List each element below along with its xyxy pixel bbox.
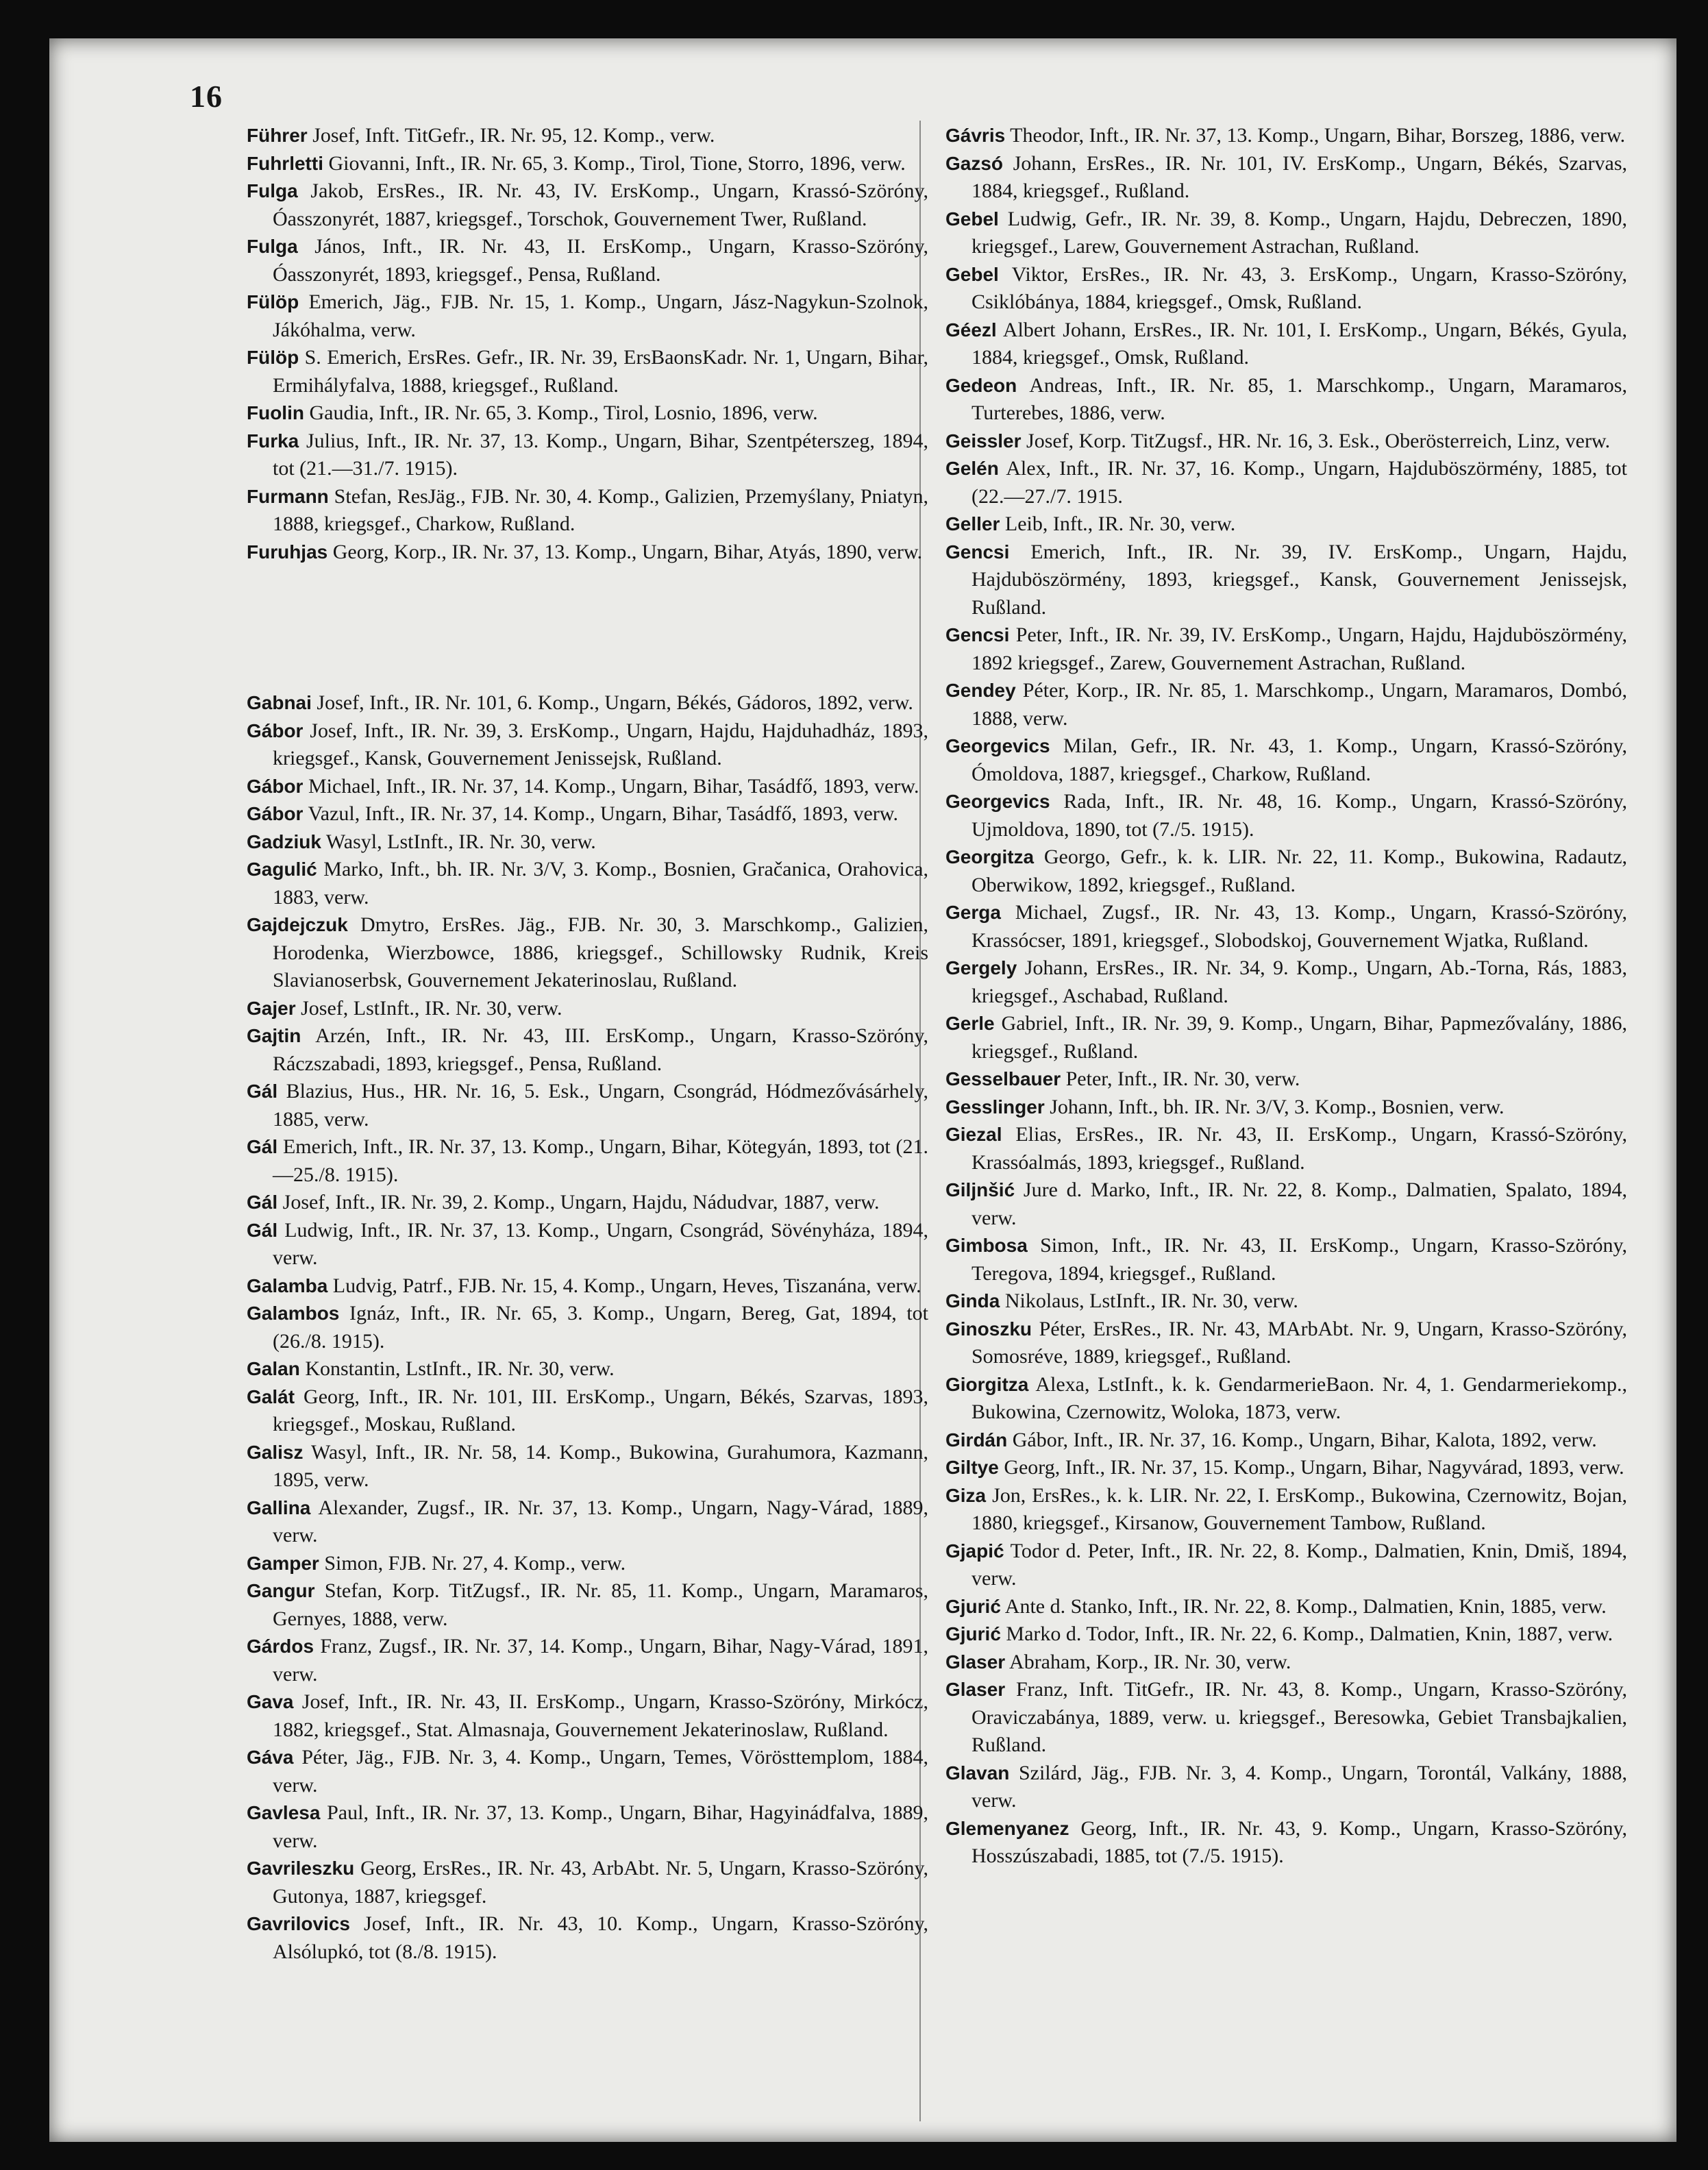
entry-details: Stefan, Korp. TitZugsf., IR. Nr. 85, 11. Komp., Ungarn, Maramaros, Gernyes, 1888, verw. (273, 1579, 928, 1630)
entry-surname: Gangur (247, 1580, 315, 1601)
entry-surname: Gelén (945, 458, 999, 479)
entry-details: Georg, Inft., IR. Nr. 43, 9. Komp., Ungarn, Krasso-Szöróny, Hosszúszabadi, 1885, tot (7./5. 1915). (971, 1816, 1628, 1867)
list-entry (247, 689, 928, 717)
list-entry (247, 1688, 928, 1744)
entry-details: Elias, ErsRes., IR. Nr. 43, II. ErsKomp., Ungarn, Krassó-Szöróny, Krassóalmás, 1893, kriegsgef., Rußland. (971, 1123, 1627, 1174)
entry-details: Georg, Korp., IR. Nr. 37, 13. Komp., Ungarn, Bihar, Atyás, 1890, verw. (332, 540, 923, 563)
entry-surname: Giorgitza (945, 1373, 1029, 1395)
entry-surname: Furuhjas (247, 541, 328, 563)
entry-surname: Gjurić (945, 1595, 1001, 1617)
list-entry (247, 1910, 928, 1966)
entry-details: Josef, Korp. TitZugsf., HR. Nr. 16, 3. Esk., Oberösterreich, Linz, verw. (1026, 429, 1611, 452)
entry-details: Gaudia, Inft., IR. Nr. 65, 3. Komp., Tirol, Losnio, 1896, verw. (309, 402, 818, 424)
list-entry (247, 1189, 928, 1217)
entry-surname: Gál (247, 1081, 278, 1102)
list-entry (247, 399, 928, 428)
entry-surname: Gesslinger (945, 1096, 1045, 1118)
entry-details: Blazius, Hus., HR. Nr. 16, 5. Esk., Ungarn, Csongrád, Hódmezővásárhely, 1885, verw. (273, 1080, 929, 1131)
list-entry (247, 1577, 928, 1633)
entry-surname: Galamba (247, 1274, 328, 1296)
entry-details: Arzén, Inft., IR. Nr. 43, III. ErsKomp., Ungarn, Krasso-Szöróny, Ráczszabadi, 1893, kriegsgef., Pensa, Rußland. (273, 1024, 928, 1075)
entry-surname: Furmann (247, 485, 329, 507)
list-entry (945, 150, 1627, 206)
list-entry (247, 177, 928, 233)
entry-details: Emerich, Inft., IR. Nr. 37, 13. Komp., Ungarn, Bihar, Kötegyán, 1893, tot (21.—25./8. 1915). (273, 1135, 928, 1186)
entry-surname: Georgevics (945, 791, 1050, 812)
entry-details: Ignáz, Inft., IR. Nr. 65, 3. Komp., Ungarn, Bereg, Gat, 1894, tot (26./8. 1915). (273, 1302, 929, 1353)
entry-details: Emerich, Jäg., FJB. Nr. 15, 1. Komp., Ungarn, Jász-Nagykun-Szolnok, Jákóhalma, verw. (273, 291, 928, 341)
entry-surname: Gávris (945, 125, 1006, 146)
entry-surname: Gjapić (945, 1540, 1004, 1562)
list-entry (945, 1815, 1627, 1871)
list-entry (945, 621, 1627, 677)
document-page (49, 38, 1676, 2142)
entry-surname: Gajtin (247, 1025, 301, 1046)
left-column-entries-g (247, 689, 928, 1966)
list-entry (247, 1799, 928, 1855)
entry-surname: Glaser (945, 1651, 1006, 1673)
entry-details: Josef, Inft., IR. Nr. 39, 2. Komp., Ungarn, Hajdu, Nádudvar, 1887, verw. (282, 1191, 880, 1213)
list-entry (247, 150, 928, 178)
list-entry (247, 1744, 928, 1799)
entry-details: Alexa, LstInft., k. k. GendarmerieBaon. Nr. 4, 1. Gendarmeriekomp., Bukowina, Czernowitz, Woloka, 1873, verw. (971, 1372, 1627, 1423)
list-entry (945, 510, 1627, 539)
left-column-entries-f (247, 122, 928, 566)
list-entry (945, 261, 1627, 317)
entry-details: Jakob, ErsRes., IR. Nr. 43, IV. ErsKomp., Ungarn, Krassó-Szöróny, Óasszonyrét, 1887, kriegsgef., Torschok, Gouvernement Twer, Rußland. (273, 180, 928, 230)
entry-details: Andreas, Inft., IR. Nr. 85, 1. Marschkomp., Ungarn, Maramaros, Turterebes, 1886, verw. (971, 373, 1627, 424)
list-entry (247, 1078, 928, 1133)
entry-details: Gabriel, Inft., IR. Nr. 39, 9. Komp., Ungarn, Bihar, Papmezővalány, 1886, kriegsgef., Rußland. (971, 1012, 1627, 1063)
left-column (247, 122, 928, 1966)
entry-details: Péter, Jäg., FJB. Nr. 3, 4. Komp., Ungarn, Temes, Vörösttemplom, 1884, verw. (273, 1746, 928, 1797)
entry-surname: Gendey (945, 680, 1016, 701)
list-entry (247, 288, 928, 344)
entry-details: Josef, Inft., IR. Nr. 43, 10. Komp., Ungarn, Krasso-Szöróny, Alsólupkó, tot (8./8. 1915). (273, 1912, 929, 1963)
entry-details: Viktor, ErsRes., IR. Nr. 43, 3. ErsKomp., Ungarn, Krasso-Szöróny, Csiklóbánya, 1884, kriegsgef., Omsk, Rußland. (971, 262, 1627, 313)
entry-surname: Gava (247, 1691, 294, 1712)
entry-surname: Gjurić (945, 1623, 1001, 1644)
list-entry (945, 1065, 1627, 1094)
list-entry (247, 428, 928, 483)
entry-surname: Giltye (945, 1457, 999, 1478)
entry-surname: Glemenyanez (945, 1817, 1069, 1839)
entry-surname: Fülöp (247, 347, 299, 368)
entry-surname: Giezal (945, 1124, 1002, 1145)
entry-details: Johann, Inft., bh. IR. Nr. 3/V, 3. Komp., Bosnien, verw. (1050, 1095, 1505, 1118)
entry-surname: Georgevics (945, 735, 1050, 756)
list-entry (247, 828, 928, 856)
entry-surname: Gazsó (945, 152, 1004, 174)
list-entry (945, 122, 1627, 150)
entry-details: Ludwig, Inft., IR. Nr. 37, 13. Komp., Ungarn, Csongrád, Sövényháza, 1894, verw. (273, 1218, 928, 1269)
entry-details: Nikolaus, LstInft., IR. Nr. 30, verw. (1004, 1290, 1298, 1312)
entry-details: Josef, LstInft., IR. Nr. 30, verw. (301, 996, 562, 1020)
entry-surname: Gedeon (945, 374, 1017, 396)
entry-details: Josef, Inft., IR. Nr. 101, 6. Komp., Ungarn, Békés, Gádoros, 1892, verw. (317, 691, 913, 714)
entry-details: Peter, Inft., IR. Nr. 30, verw. (1065, 1068, 1300, 1090)
entry-details: János, Inft., IR. Nr. 43, II. ErsKomp., Ungarn, Krasso-Szöróny, Óasszonyrét, 1893, kriegsgef., Pensa, Rußland. (273, 235, 929, 286)
entry-surname: Giljnšić (945, 1179, 1015, 1200)
entry-surname: Girdán (945, 1429, 1008, 1451)
list-entry (247, 856, 928, 911)
entry-details: Johann, ErsRes., IR. Nr. 34, 9. Komp., Ungarn, Ab.-Torna, Rás, 1883, kriegsgef., Aschabad, Rußland. (971, 957, 1627, 1007)
entry-surname: Gál (247, 1136, 278, 1157)
right-column (945, 122, 1627, 1871)
entry-details: Josef, Inft. TitGefr., IR. Nr. 95, 12. Komp., verw. (312, 124, 715, 147)
entry-surname: Ginda (945, 1290, 1000, 1311)
list-entry (247, 483, 928, 539)
entry-surname: Gavrileszku (247, 1858, 355, 1879)
entry-details: Georg, Inft., IR. Nr. 101, III. ErsKomp., Ungarn, Békés, Szarvas, 1893, kriegsgef., Moskau, Rußland. (273, 1385, 928, 1435)
entry-surname: Gamper (247, 1552, 319, 1574)
entry-surname: Fulga (247, 236, 298, 257)
entry-details: Simon, Inft., IR. Nr. 43, II. ErsKomp., Ungarn, Krasso-Szöróny, Teregova, 1894, kriegsgef., Rußland. (971, 1234, 1628, 1285)
list-entry (945, 455, 1627, 510)
entry-details: Julius, Inft., IR. Nr. 37, 13. Komp., Ungarn, Bihar, Szentpéterszeg, 1894, tot (21.—31./7. 1915). (273, 429, 929, 480)
entry-surname: Galisz (247, 1441, 304, 1463)
entry-details: Gábor, Inft., IR. Nr. 37, 16. Komp., Ungarn, Bihar, Kalota, 1892, verw. (1012, 1428, 1597, 1451)
entry-details: Georgo, Gefr., k. k. LIR. Nr. 22, 11. Komp., Bukowina, Radautz, Oberwikow, 1892, kriegsgef., Rußland. (971, 846, 1628, 896)
entry-details: Ludwig, Gefr., IR. Nr. 39, 8. Komp., Ungarn, Hajdu, Debreczen, 1890, kriegsgef., Larew, Gouvernement Astrachan, Rußland. (971, 207, 1628, 258)
entry-details: Jure d. Marko, Inft., IR. Nr. 22, 8. Komp., Dalmatien, Spalato, 1894, verw. (971, 1179, 1627, 1229)
entry-details: Alexander, Zugsf., IR. Nr. 37, 13. Komp., Ungarn, Nagy-Várad, 1889, verw. (273, 1496, 928, 1546)
entry-surname: Galát (247, 1385, 295, 1407)
list-entry (945, 1176, 1627, 1232)
entry-surname: Géezl (945, 319, 997, 341)
entry-details: Stefan, ResJäg., FJB. Nr. 30, 4. Komp., Galizien, Przemyślany, Pniatyn, 1888, kriegsgef., Charkow, Rußland. (273, 484, 928, 535)
entry-surname: Fuolin (247, 402, 304, 423)
entry-surname: Gál (247, 1192, 278, 1213)
entry-surname: Gencsi (945, 624, 1010, 645)
entry-details: Peter, Inft., IR. Nr. 39, IV. ErsKomp., Ungarn, Hajdu, Hajduböszörmény, 1892 kriegsgef., Zarew, Gouvernement Astrachan, Rußland. (971, 624, 1628, 674)
entry-surname: Fuhrletti (247, 152, 323, 174)
entry-surname: Gebel (945, 263, 999, 285)
list-entry (247, 911, 928, 995)
entry-details: Alex, Inft., IR. Nr. 37, 16. Komp., Ungarn, Hajduböszörmény, 1885, tot (22.—27./7. 1915. (971, 457, 1627, 508)
entry-surname: Gábor (247, 775, 304, 797)
entry-surname: Gencsi (945, 541, 1010, 563)
entry-surname: Gerle (945, 1013, 995, 1034)
entry-details: Paul, Inft., IR. Nr. 37, 13. Komp., Ungarn, Bihar, Hagyinádfalva, 1889, verw. (273, 1801, 928, 1852)
entry-surname: Fülöp (247, 291, 299, 312)
list-entry (247, 995, 928, 1023)
entry-surname: Galambos (247, 1303, 340, 1324)
list-entry (945, 1316, 1627, 1371)
entry-surname: Gagulić (247, 859, 317, 880)
entry-details: Dmytro, ErsRes. Jäg., FJB. Nr. 30, 3. Marschkomp., Galizien, Horodenka, Wierzbowce, 1886, kriegsgef., Schillowsky Rudnik, Kreis Slavianoserbsk, Gouvernement Jekaterinoslau, Rußland. (273, 913, 928, 991)
list-entry (247, 1550, 928, 1578)
list-entry (945, 843, 1627, 899)
list-entry (247, 1300, 928, 1355)
list-entry (945, 372, 1627, 428)
list-entry (247, 122, 928, 150)
entry-details: Franz, Zugsf., IR. Nr. 37, 14. Komp., Ungarn, Bihar, Nagy-Várad, 1891, verw. (273, 1635, 928, 1686)
entry-surname: Georgitza (945, 846, 1035, 867)
entry-surname: Gajer (247, 997, 296, 1019)
entry-details: Milan, Gefr., IR. Nr. 43, 1. Komp., Ungarn, Krassó-Szöróny, Ómoldova, 1887, kriegsgef., Charkow, Rußland. (971, 735, 1627, 785)
entry-surname: Gárdos (247, 1636, 314, 1657)
entry-details: Josef, Inft., IR. Nr. 39, 3. ErsKomp., Ungarn, Hajdu, Hajduhadház, 1893, kriegsgef., Kansk, Gouvernement Jenissejsk, Rußland. (273, 719, 929, 769)
list-entry (945, 1232, 1627, 1287)
list-entry (945, 1454, 1627, 1482)
entry-details: Josef, Inft., IR. Nr. 43, II. ErsKomp., Ungarn, Krasso-Szöróny, Mirkócz, 1882, kriegsgef., Stat. Almasnaja, Gouvernement Jekaterinoslaw, Rußland. (273, 1690, 928, 1741)
list-entry (247, 1633, 928, 1688)
list-entry (945, 1427, 1627, 1455)
list-entry (945, 1010, 1627, 1065)
entry-surname: Galan (247, 1358, 300, 1379)
list-entry (945, 539, 1627, 622)
entry-details: Todor d. Peter, Inft., IR. Nr. 22, 8. Komp., Dalmatien, Knin, Dmiš, 1894, verw. (971, 1539, 1627, 1590)
entry-surname: Fulga (247, 180, 298, 201)
list-entry (247, 1272, 928, 1300)
list-entry (945, 1593, 1627, 1621)
entry-surname: Glavan (945, 1762, 1010, 1784)
list-entry (945, 954, 1627, 1010)
entry-details: Georg, ErsRes., IR. Nr. 43, ArbAbt. Nr. 5, Ungarn, Krasso-Szöróny, Gutonya, 1887, kriegsgef. (273, 1857, 929, 1908)
list-entry (247, 800, 928, 828)
list-entry (945, 317, 1627, 372)
entry-surname: Gábor (247, 719, 304, 741)
list-entry (247, 539, 928, 567)
entry-surname: Gimbosa (945, 1235, 1028, 1256)
list-entry (945, 1482, 1627, 1538)
page-number: 16 (190, 79, 223, 114)
entry-surname: Gábor (247, 803, 304, 824)
entry-details: Ante d. Stanko, Inft., IR. Nr. 22, 8. Komp., Dalmatien, Knin, 1885, verw. (1004, 1594, 1607, 1618)
entry-surname: Gerga (945, 902, 1001, 923)
entry-details: Szilárd, Jäg., FJB. Nr. 3, 4. Komp., Ungarn, Torontál, Valkány, 1888, verw. (971, 1761, 1627, 1812)
entry-details: Wasyl, LstInft., IR. Nr. 30, verw. (325, 830, 596, 853)
list-entry (945, 1538, 1627, 1593)
list-entry (945, 1649, 1627, 1677)
entry-details: Simon, FJB. Nr. 27, 4. Komp., verw. (324, 1551, 626, 1575)
list-entry (247, 1494, 928, 1550)
entry-surname: Geller (945, 513, 1000, 534)
list-entry (945, 1287, 1627, 1316)
list-entry (945, 206, 1627, 261)
entry-surname: Glaser (945, 1679, 1006, 1700)
list-entry (945, 1094, 1627, 1122)
entry-surname: Gesselbauer (945, 1068, 1061, 1089)
list-entry (945, 1676, 1627, 1760)
list-entry (247, 1439, 928, 1494)
entry-details: Emerich, Inft., IR. Nr. 39, IV. ErsKomp., Ungarn, Hajdu, Hajduböszörmény, 1893, kriegsgef., Kansk, Gouvernement Jenissejsk, Rußland. (971, 540, 1628, 619)
list-entry (945, 677, 1627, 732)
section-gap (247, 566, 928, 689)
list-entry (945, 428, 1627, 456)
entry-details: Franz, Inft. TitGefr., IR. Nr. 43, 8. Komp., Ungarn, Krasso-Szöróny, Oraviczabánya, 1889, verw. u. kriegsgef., Beresowka, Gebiet Transbajkalien, Rußland. (971, 1678, 1628, 1756)
right-column-entries (945, 122, 1627, 1871)
entry-details: Rada, Inft., IR. Nr. 48, 16. Komp., Ungarn, Krassó-Szöróny, Ujmoldova, 1890, tot (7./5. 1915). (971, 790, 1628, 841)
entry-details: Theodor, Inft., IR. Nr. 37, 13. Komp., Ungarn, Bihar, Borszeg, 1886, verw. (1010, 124, 1626, 147)
list-entry (247, 1217, 928, 1272)
entry-details: Johann, ErsRes., IR. Nr. 101, IV. ErsKomp., Ungarn, Békés, Szarvas, 1884, kriegsgef., Rußland. (971, 151, 1628, 202)
list-entry (945, 788, 1627, 843)
list-entry (247, 233, 928, 288)
list-entry (247, 1133, 928, 1189)
entry-surname: Gabnai (247, 692, 312, 713)
entry-surname: Furka (247, 430, 299, 452)
list-entry (247, 717, 928, 773)
entry-details: Vazul, Inft., IR. Nr. 37, 14. Komp., Ungarn, Bihar, Tasádfő, 1893, verw. (308, 802, 898, 825)
entry-details: Giovanni, Inft., IR. Nr. 65, 3. Komp., Tirol, Tione, Storro, 1896, verw. (328, 151, 906, 175)
entry-details: Péter, ErsRes., IR. Nr. 43, MArbAbt. Nr. 9, Ungarn, Krasso-Szöróny, Somosréve, 1889, kriegsgef., Rußland. (971, 1317, 1627, 1368)
entry-surname: Gergely (945, 957, 1017, 978)
list-entry (945, 1620, 1627, 1649)
entry-details: Michael, Zugsf., IR. Nr. 43, 13. Komp., Ungarn, Krassó-Szöróny, Krassócser, 1891, kriegsgef., Slobodskoj, Gouvernement Wjatka, Rußland. (971, 901, 1628, 952)
list-entry (945, 1760, 1627, 1815)
entry-details: Wasyl, Inft., IR. Nr. 58, 14. Komp., Bukowina, Gurahumora, Kazmann, 1895, verw. (273, 1440, 929, 1491)
list-entry (247, 1355, 928, 1383)
entry-details: Marko, Inft., bh. IR. Nr. 3/V, 3. Komp., Bosnien, Gračanica, Orahovica, 1883, verw. (273, 858, 928, 909)
entry-surname: Gadziuk (247, 830, 321, 852)
entry-surname: Gajdejczuk (247, 914, 348, 935)
list-entry (945, 1121, 1627, 1176)
entry-surname: Führer (247, 125, 308, 146)
entry-surname: Gebel (945, 208, 999, 230)
entry-details: Michael, Inft., IR. Nr. 37, 14. Komp., Ungarn, Bihar, Tasádfő, 1893, verw. (308, 774, 919, 798)
entry-details: S. Emerich, ErsRes. Gefr., IR. Nr. 39, ErsBaonsKadr. Nr. 1, Ungarn, Bihar, Ermihályfalva, 1888, kriegsgef., Rußland. (273, 346, 929, 397)
list-entry (247, 1022, 928, 1078)
list-entry (247, 1855, 928, 1910)
entry-surname: Giza (945, 1484, 987, 1506)
entry-surname: Ginoszku (945, 1318, 1032, 1340)
list-entry (945, 1371, 1627, 1427)
entry-details: Georg, Inft., IR. Nr. 37, 15. Komp., Ungarn, Bihar, Nagyvárad, 1893, verw. (1004, 1456, 1624, 1479)
entry-details: Konstantin, LstInft., IR. Nr. 30, verw. (305, 1357, 615, 1380)
entry-surname: Gál (247, 1219, 278, 1241)
entry-surname: Geissler (945, 430, 1022, 452)
entry-details: Ludvig, Patrf., FJB. Nr. 15, 4. Komp., Ungarn, Heves, Tiszanána, verw. (332, 1274, 921, 1297)
entry-surname: Gavrilovics (247, 1913, 350, 1934)
entry-surname: Gavlesa (247, 1802, 321, 1823)
entry-details: Abraham, Korp., IR. Nr. 30, verw. (1009, 1650, 1291, 1673)
list-entry (247, 773, 928, 801)
entry-details: Albert Johann, ErsRes., IR. Nr. 101, I. ErsKomp., Ungarn, Békés, Gyula, 1884, kriegsgef., Omsk, Rußland. (971, 318, 1627, 369)
list-entry (247, 344, 928, 399)
list-entry (945, 899, 1627, 954)
entry-surname: Gallina (247, 1496, 311, 1518)
entry-surname: Gáva (247, 1747, 294, 1768)
entry-details: Péter, Korp., IR. Nr. 85, 1. Marschkomp., Ungarn, Maramaros, Dombó, 1888, verw. (971, 679, 1627, 730)
list-entry (247, 1383, 928, 1439)
list-entry (945, 732, 1627, 788)
entry-details: Leib, Inft., IR. Nr. 30, verw. (1004, 513, 1236, 535)
entry-details: Jon, ErsRes., k. k. LIR. Nr. 22, I. ErsKomp., Bukowina, Czernowitz, Bojan, 1880, kriegsgef., Kirsanow, Gouvernement Tambow, Rußland. (971, 1483, 1627, 1534)
entry-details: Marko d. Todor, Inft., IR. Nr. 22, 6. Komp., Dalmatien, Knin, 1887, verw. (1006, 1623, 1613, 1645)
